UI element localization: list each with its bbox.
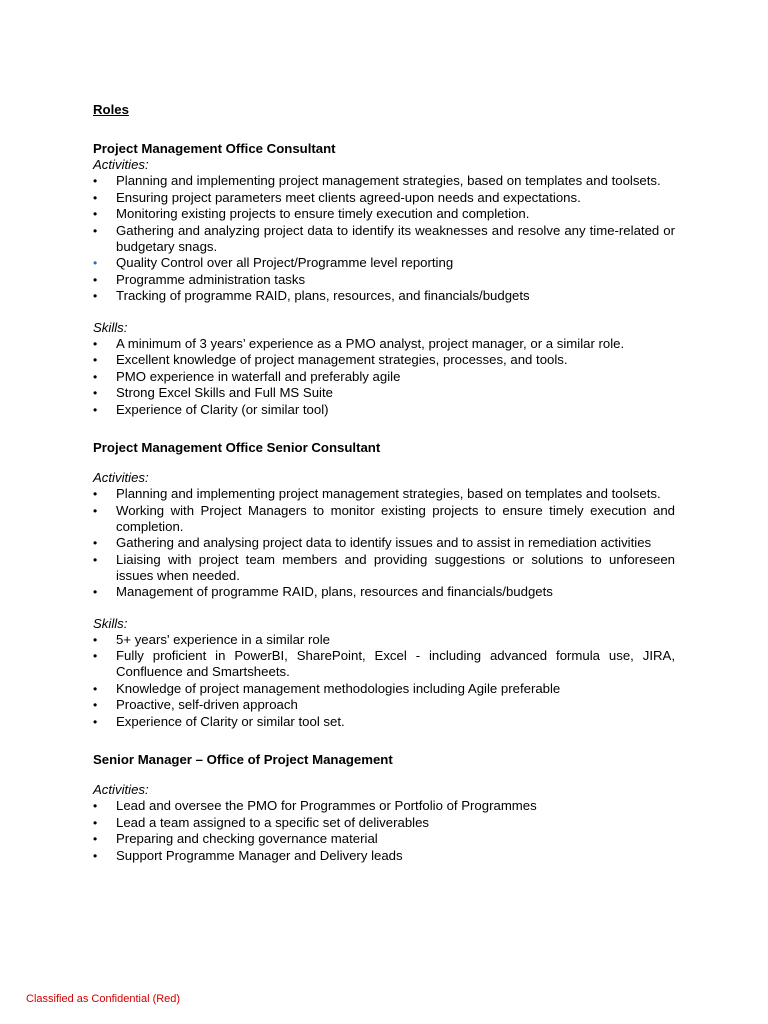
role-title: Project Management Office Consultant	[93, 141, 336, 156]
skills-label: Skills:	[93, 615, 128, 631]
list-item: • PMO experience in waterfall and preferably agile	[93, 368, 401, 384]
bullet-icon: •	[93, 503, 98, 518]
activities-list	[93, 798, 675, 864]
bullet-icon: •	[93, 336, 98, 351]
list-item: • Lead and oversee the PMO for Programmes or Portfolio of Programmes	[93, 798, 537, 813]
document-page	[93, 102, 675, 864]
bullet-icon: •	[93, 256, 98, 270]
bullet-icon: •	[93, 714, 98, 729]
list-item: • Knowledge of project management methodologies including Agile preferable	[93, 680, 561, 696]
list-item: • Experience of Clarity or similar tool set.	[93, 713, 345, 729]
skills-list	[93, 632, 675, 730]
bullet-icon: •	[93, 832, 98, 846]
list-item: • Strong Excel Skills and Full MS Suite	[93, 385, 333, 400]
bullet-icon: •	[93, 632, 98, 647]
bullet-icon: •	[93, 536, 98, 550]
skills-label: Skills:	[93, 319, 128, 335]
bullet-icon: •	[93, 223, 98, 238]
bullet-icon: •	[93, 272, 98, 287]
bullet-icon: •	[93, 848, 98, 863]
list-item: • Ensuring project parameters meet clients agreed-upon needs and expectations.	[93, 189, 581, 205]
list-item: • Management of programme RAID, plans, resources and financials/budgets	[93, 584, 553, 599]
bullet-icon: •	[93, 799, 98, 813]
page-heading: Roles	[93, 102, 129, 117]
skills-list	[93, 336, 675, 418]
bullet-icon: •	[93, 681, 98, 696]
list-item: • Preparing and checking governance material	[93, 831, 378, 846]
bullet-icon: •	[93, 487, 98, 501]
list-item: • Gathering and analysing project data to identify issues and to assist in remediation activities	[93, 535, 652, 550]
list-item: • Tracking of programme RAID, plans, resources, and financials/budgets	[93, 288, 530, 303]
list-item: • Monitoring existing projects to ensure timely execution and completion.	[93, 206, 530, 221]
list-item: • Excellent knowledge of project management strategies, processes, and tools.	[93, 352, 568, 367]
bullet-icon: •	[93, 353, 98, 367]
list-item: • Planning and implementing project management strategies, based on templates and toolsets.	[93, 173, 661, 188]
list-item: • Working with Project Managers to monitor existing projects to ensure timely execution and completion.	[93, 502, 675, 534]
classification-footer: Classified as Confidential (Red)	[26, 993, 181, 1005]
bullet-icon: •	[93, 402, 98, 417]
bullet-icon: •	[93, 207, 98, 221]
role-section-pmo-consultant	[93, 141, 675, 418]
activities-label: Activities:	[93, 157, 149, 172]
list-item: • 5+ years' experience in a similar role	[93, 631, 330, 647]
bullet-icon: •	[93, 386, 98, 400]
list-item: • Liaising with project team members and providing suggestions or solutions to unforeseen issues when needed.	[93, 551, 675, 583]
list-item: • Proactive, self-driven approach	[93, 697, 298, 712]
list-item: • Fully proficient in PowerBI, SharePoint, Excel - including advanced formula use, JIRA, Confluence and Smartsheets.	[93, 648, 675, 679]
bullet-icon: •	[93, 585, 98, 599]
role-section-pmo-senior-consultant	[93, 440, 675, 730]
bullet-icon: •	[93, 649, 98, 663]
bullet-icon: •	[93, 289, 98, 303]
role-title: Senior Manager – Office of Project Management	[93, 752, 393, 767]
list-item: • Programme administration tasks	[93, 271, 306, 287]
bullet-icon: •	[93, 815, 98, 830]
role-title: Project Management Office Senior Consultant	[93, 440, 381, 455]
list-item: • Support Programme Manager and Delivery leads	[93, 847, 403, 863]
role-section-senior-manager	[93, 752, 675, 864]
activities-label: Activities:	[93, 470, 149, 485]
bullet-icon: •	[93, 174, 98, 188]
list-item: • Quality Control over all Project/Programme level reporting	[93, 255, 454, 270]
bullet-icon: •	[93, 190, 98, 205]
bullet-icon: •	[93, 552, 98, 567]
list-item: • Planning and implementing project management strategies, based on templates and toolsets.	[93, 486, 661, 501]
activities-label: Activities:	[93, 782, 149, 797]
list-item: • Experience of Clarity (or similar tool)	[93, 401, 329, 417]
list-item: • A minimum of 3 years’ experience as a PMO analyst, project manager, or a similar role.	[93, 335, 625, 351]
bullet-icon: •	[93, 698, 98, 712]
bullet-icon: •	[93, 369, 98, 384]
list-item: • Gathering and analyzing project data to identify its weaknesses and resolve any time-related or budgetary snags.	[93, 222, 675, 254]
activities-list	[93, 173, 675, 304]
activities-list	[93, 486, 675, 600]
list-item: • Lead a team assigned to a specific set of deliverables	[93, 814, 430, 830]
